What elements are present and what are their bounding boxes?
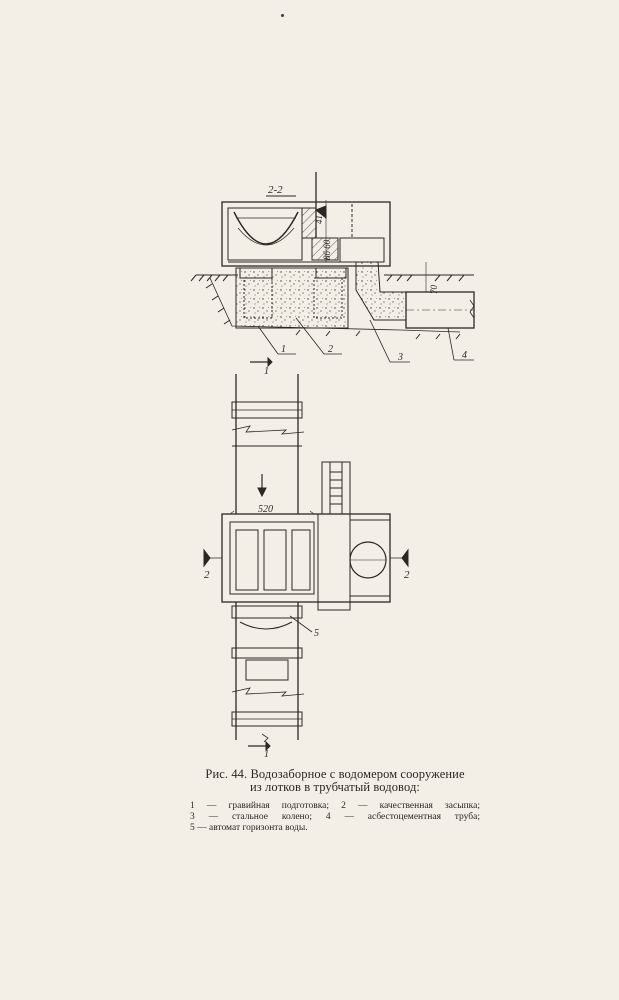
tray-box xyxy=(228,208,302,260)
section-mark-left: 2 xyxy=(204,569,210,581)
lower-box xyxy=(246,660,288,680)
figure-legend xyxy=(190,801,480,834)
section-mark-top xyxy=(250,358,272,377)
section-mark-right: 2 xyxy=(404,569,410,581)
caption-line-1: Рис. 44. Водозаборное с водомером сооружение xyxy=(205,767,465,781)
section-view xyxy=(191,172,474,363)
dim-width: 520 xyxy=(258,504,273,515)
plan-housing xyxy=(222,514,390,602)
callout-5: 5 xyxy=(314,628,319,639)
svg-text:1: 1 xyxy=(264,749,269,760)
dim-right: 70 xyxy=(429,285,439,294)
callout-4: 4 xyxy=(462,350,467,361)
plan-gate-frame xyxy=(318,514,350,610)
section-mark-bottom xyxy=(248,742,270,760)
dim-side: 86 60 xyxy=(322,239,332,260)
dim-top: 41 xyxy=(314,215,324,224)
gravel-bed xyxy=(236,268,348,328)
plan-view xyxy=(204,374,410,742)
legend-line-3: 5 — автомат горизонта воды. xyxy=(190,823,308,833)
plan-meter-box xyxy=(230,522,314,594)
callout-3: 3 xyxy=(398,352,403,363)
well-chamber xyxy=(340,238,384,262)
legend-line-2: 3 — стальное колено; 4 — асбестоцементная труба; xyxy=(190,812,480,822)
svg-text:1: 1 xyxy=(264,366,269,377)
caption-line-2: из лотков в трубчатый водовод: xyxy=(250,780,420,794)
steel-elbow xyxy=(356,262,406,320)
section-label: 2-2 xyxy=(268,184,283,196)
callout-2: 2 xyxy=(328,344,333,355)
tray-profile xyxy=(234,212,298,244)
callout-1: 1 xyxy=(281,344,286,355)
legend-line-1: 1 — гравийная подготовка; 2 — качественная засыпка; xyxy=(190,801,480,811)
figure-caption xyxy=(190,768,480,794)
